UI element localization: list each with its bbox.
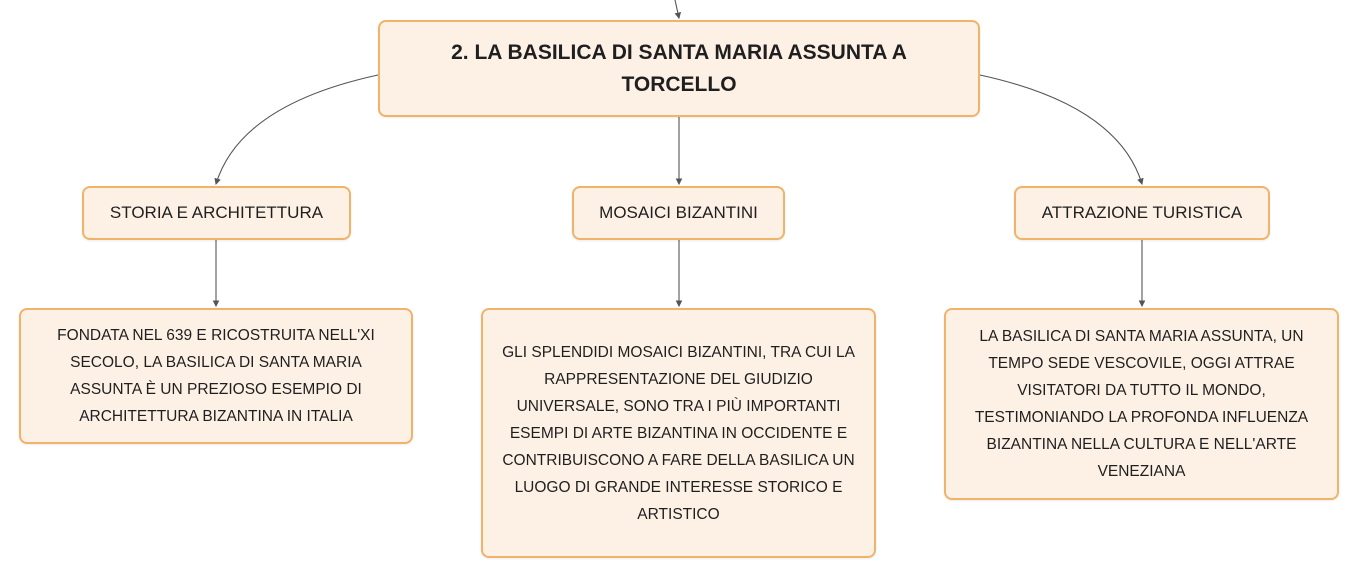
root-topic-title: 2. LA BASILICA DI SANTA MARIA ASSUNTA A TORCELLO — [451, 40, 907, 96]
detail-node-attrazione[interactable] — [944, 308, 1339, 500]
topic-label-mosaici: MOSAICI BIZANTINI — [599, 203, 758, 222]
topic-label-attrazione: ATTRAZIONE TURISTICA — [1041, 203, 1243, 222]
root-topic-node[interactable] — [378, 20, 980, 117]
detail-text-attrazione: LA BASILICA DI SANTA MARIA ASSUNTA, UN TEMPO SEDE VESCOVILE, OGGI ATTRAE VISITATORI DA TUTTO IL MONDO, TESTIMONIANDO LA PROFONDA INFLUENZA BIZANTINA NELLA CULTURA E NELL'ARTE VENEZIANA — [974, 328, 1309, 480]
topic-label-storia: STORIA E ARCHITETTURA — [109, 203, 324, 222]
detail-text-mosaici: GLI SPLENDIDI MOSAICI BIZANTINI, TRA CUI LA RAPPRESENTAZIONE DEL GIUDIZIO UNIVERSALE, SONO TRA I PIÙ IMPORTANTI ESEMPI DI ARTE BIZANTINA IN OCCIDENTE E CONTRIBUISCONO A FARE DELLA BASILICA UN LUOGO DI GRANDE INTERESSE STORICO E ARTISTICO — [502, 343, 855, 523]
connector-root-to-storia — [216, 75, 378, 184]
detail-node-mosaici[interactable] — [481, 308, 876, 558]
detail-text-storia: FONDATA NEL 639 E RICOSTRUITA NELL'XI SECOLO, LA BASILICA DI SANTA MARIA ASSUNTA È UN PREZIOSO ESEMPIO DI ARCHITETTURA BIZANTINA IN ITALIA — [57, 327, 375, 425]
topic-node-storia[interactable] — [82, 186, 351, 240]
connector-parent-to-root — [675, 0, 679, 18]
detail-node-storia[interactable] — [19, 308, 413, 444]
topic-node-attrazione[interactable] — [1014, 186, 1270, 240]
topic-node-mosaici[interactable] — [572, 186, 785, 240]
connector-root-to-attrazione — [980, 75, 1142, 184]
